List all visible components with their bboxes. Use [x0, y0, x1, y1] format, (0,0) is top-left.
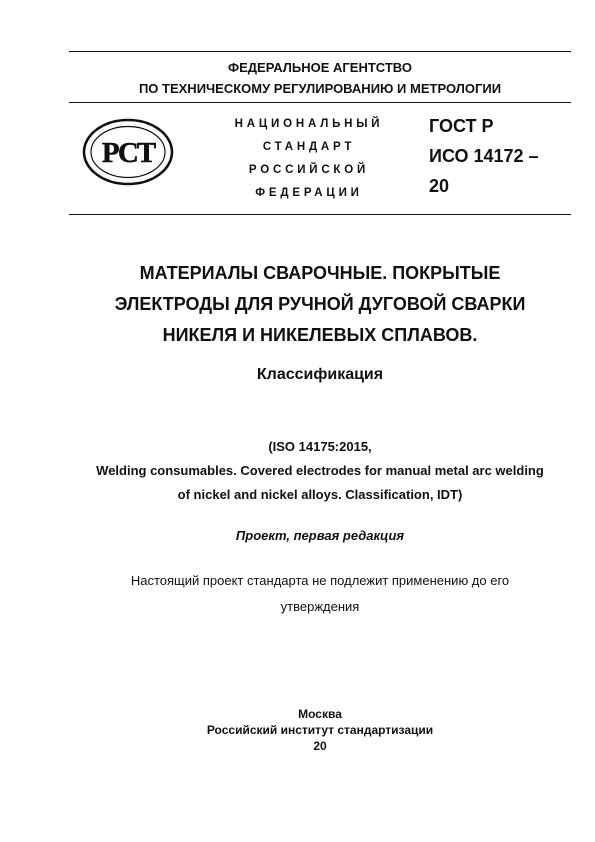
footer-publisher: Российский институт стандартизации — [206, 723, 434, 737]
national-standard-line-3: РОССИЙСКОЙ — [248, 164, 370, 176]
gost-logo-icon — [80, 117, 176, 187]
national-standard-line-2: СТАНДАРТ — [262, 141, 356, 153]
agency-header — [69, 57, 571, 99]
iso-line-3: of nickel and nickel alloys. Classification, IDT) — [177, 487, 463, 502]
notice-line-2: утверждения — [280, 599, 360, 614]
title-line-1: МАТЕРИАЛЫ СВАРОЧНЫЕ. ПОКРЫТЫЕ — [139, 263, 501, 283]
national-standard-line-1: НАЦИОНАЛЬНЫЙ — [234, 118, 384, 130]
notice-line-1: Настоящий проект стандарта не подлежит применению до его — [130, 573, 510, 588]
designation-line-3: 20 — [429, 176, 450, 196]
title-line-2: ЭЛЕКТРОДЫ ДЛЯ РУЧНОЙ ДУГОВОЙ СВАРКИ — [114, 294, 526, 314]
iso-line-2: Welding consumables. Covered electrodes for manual metal arc welding — [96, 463, 544, 478]
footer-city: Москва — [298, 707, 342, 721]
designation-line-1: ГОСТ Р — [429, 116, 494, 136]
standard-designation — [429, 111, 539, 201]
document-title — [69, 258, 571, 351]
header-bottom-rule — [69, 214, 571, 215]
top-rule — [69, 51, 571, 52]
document-subtitle: Классификация — [256, 366, 384, 383]
title-line-3: НИКЕЛЯ И НИКЕЛЕВЫХ СПЛАВОВ. — [162, 325, 478, 345]
logo-text: РСТ — [101, 137, 155, 169]
iso-reference — [60, 435, 580, 507]
national-standard-label — [215, 113, 403, 205]
draft-status: Проект, первая редакция — [235, 528, 405, 543]
iso-line-1: (ISO 14175:2015, — [268, 439, 372, 454]
agency-line-2: ПО ТЕХНИЧЕСКОМУ РЕГУЛИРОВАНИЮ И МЕТРОЛОГИИ — [138, 81, 502, 96]
agency-line-1: ФЕДЕРАЛЬНОЕ АГЕНТСТВО — [228, 60, 412, 75]
national-standard-line-4: ФЕДЕРАЦИИ — [255, 187, 363, 199]
applicability-notice — [69, 568, 571, 620]
designation-line-2: ИСО 14172 – — [429, 146, 539, 166]
publication-footer — [69, 706, 571, 754]
header-rule — [69, 102, 571, 103]
footer-year: 20 — [313, 739, 327, 753]
